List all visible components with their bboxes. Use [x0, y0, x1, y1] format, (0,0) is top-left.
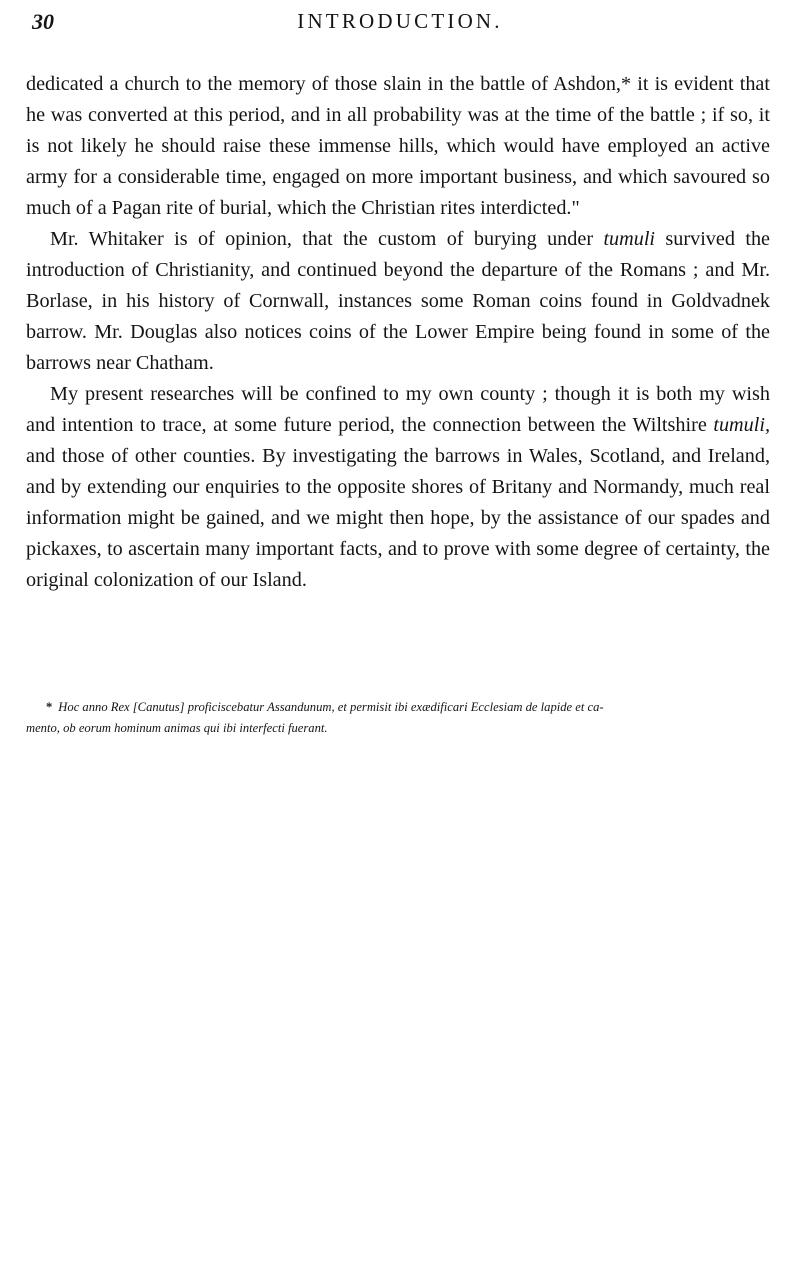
paragraph-3-end: and those of other counties. By investigating the barrows in Wales, Scotland, and Ireland, and by extending our enquiries to the opposite shores of Britany and Normandy, much real information might be gained, and we might then hope, by the assistance of our spades and pickaxes, to ascertain many important facts, and to prove with some degree of certainty, the original colonization of our Island. [26, 445, 770, 591]
paragraph-3 [26, 379, 770, 596]
paragraph-2-end: survived the introduction of Christianity, and continued beyond the departure of the Romans ; and Mr. Borlase, in his history of Cornwall, instances some Roman coins found in Goldvadnek barrow. Mr. Douglas also notices coins of the Lower Empire being found in some of the barrows near Chatham. [26, 228, 771, 374]
italic-term-tumuli: tumuli, [713, 414, 770, 436]
paragraph-3-start: My present researches will be confined to my own county ; though it is both my wish and intention to trace, at some future period, the connection between the Wiltshire [26, 383, 770, 436]
paragraph-2 [26, 224, 770, 379]
running-title: INTRODUCTION. [297, 9, 503, 33]
footnote [46, 697, 766, 718]
main-text [26, 69, 770, 596]
footnote-marker: * [46, 700, 53, 714]
paragraph-1: dedicated a church to the memory of those slain in the battle of Ashdon,* it is evident that he was converted at this period, and in all probability was at the time of the battle ; if so, it is not likely he should raise these immense hills, which would have employed an active army for a considerable time, engaged on more important business, and which savoured so much of a Pagan rite of burial, which the Christian rites interdicted." [26, 73, 770, 219]
page-number: 30 [32, 9, 54, 34]
footnote-line-2: mento, ob eorum hominum animas qui ibi interfecti fuerant. [26, 721, 328, 735]
italic-term-tumuli: tumuli [603, 228, 656, 250]
paragraph-2-start: Mr. Whitaker is of opinion, that the custom of burying under [50, 228, 604, 250]
footnote-line-1: Hoc anno Rex [Canutus] proficiscebatur Assandunum, et permisit ibi exædificari Ecclesiam de lapide et ca- [58, 700, 604, 714]
